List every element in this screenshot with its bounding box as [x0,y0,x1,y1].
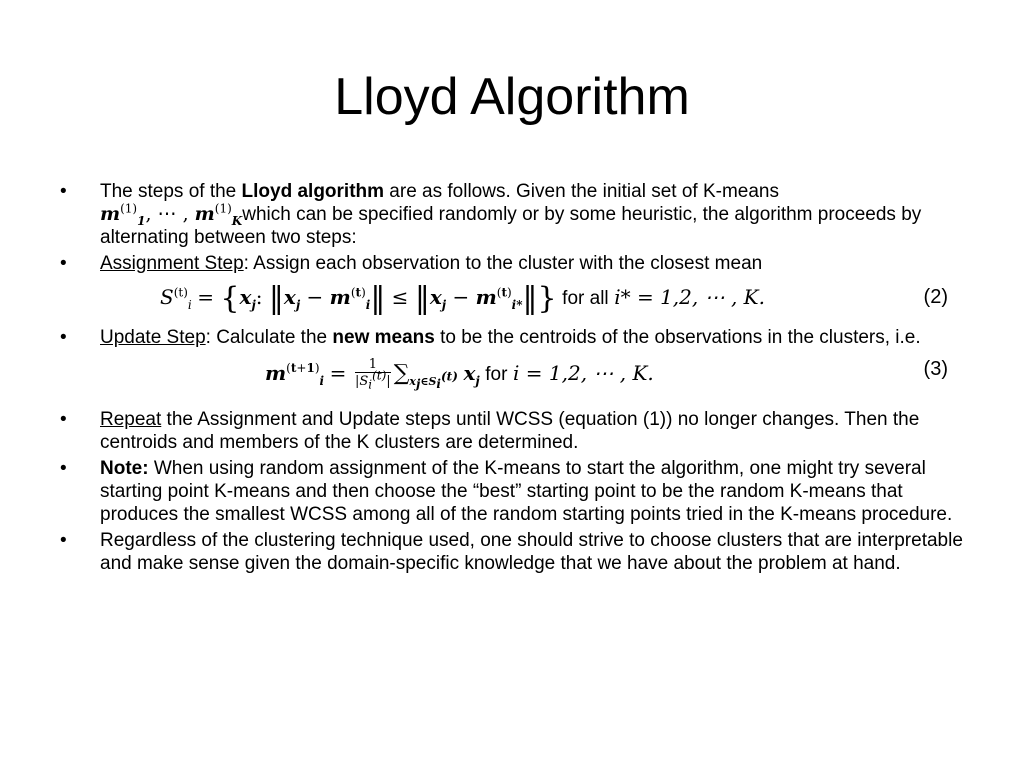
bullet-intro [60,180,970,249]
intro-text-1: The steps of the [100,181,242,202]
equation-2-range: i* = 1,2, ⋯ , K. [614,285,765,309]
bullet-repeat [60,408,970,454]
note-text: When using random assignment of the K-means to start the algorithm, one might try several starting point K-means and then choose the “best” starting point to be the random K-means that produces the smallest WCSS among all of the random starting points tried in the K-means procedure. [100,458,953,525]
repeat-text: the Assignment and Update steps until WCSS (equation (1)) no longer changes. Then the centroids and members of the K clusters are determined. [100,409,920,453]
regardless-text: Regardless of the clustering technique used, one should strive to choose clusters that are interpretable and make sense given the domain-specific knowledge that we have about the problem at hand. [100,530,963,574]
note-label: Note: [100,458,149,479]
update-step-text-1: : Calculate the [205,327,333,348]
intro-bold: Lloyd algorithm [241,181,385,202]
assignment-step-label: Assignment Step [100,253,244,274]
equation-2-set: = {$x_j$: $‖x_j$ − $m^{(t)}_i‖$ ≤ $‖x_j$ − $m^{(t)}_{i*}‖$} [197,281,557,316]
assignment-step-text: : Assign each observation to the cluster with the closest mean [243,253,763,274]
bullet-marker: • [60,327,67,348]
intro-text-2: are as follows. Given the initial set of K-means [384,181,779,202]
slide-content [60,180,970,578]
equation-2-for: for all [562,288,609,309]
bullet-update-step [60,326,970,349]
repeat-label: Repeat [100,409,162,430]
equation-2 [60,278,970,322]
bullet-note [60,457,970,526]
bullet-marker: • [60,530,67,551]
equation-3 [60,352,970,404]
update-step-bold: new means [332,327,435,348]
bullet-marker: • [60,409,67,430]
update-step-text-2: to be the centroids of the observations in the clusters, i.e. [434,327,921,348]
equation-3-for: for [485,363,508,385]
bullet-marker: • [60,458,67,479]
equation-2-body: $S^{(t)}_i = \{x_j$: $‖x_j$ − $m^{(t)}_i‖$ ≤ $‖x_j$ − $m^{(t)}_{i*}‖$} for all i* = 1,2, ⋯ , K. [160,281,765,316]
update-step-label: Update Step [100,327,206,348]
equation-3-range: i = 1,2, ⋯ , K. [513,360,654,385]
equation-2-number: (2) [923,286,948,308]
intro-text-3: which can be specified randomly or by some heuristic, the algorithm proceeds by alternating between two steps: [100,204,922,248]
bullet-assignment-step [60,252,970,275]
equation-3-fraction: $\frac{1}{|S_i^{(t)}|}$ [354,357,391,392]
bullet-regardless [60,529,970,575]
equation-3-number: (3) [923,358,948,380]
bullet-marker: • [60,181,67,202]
slide-title: Lloyd Algorithm [334,68,690,126]
initial-means-math: $m^{(1)}_1$, ⋯ , $m^{(1)}_K$ [100,201,243,228]
equation-3-body: $m^{(t+1)}_i$ = $\frac{1}{|S_i^{(t)}|}$ $\sum_{x_j\in S_i^{(t)}}$ $x_j$ for i = 1,2, ⋯ , K. [265,357,654,392]
bullet-marker: • [60,253,67,274]
